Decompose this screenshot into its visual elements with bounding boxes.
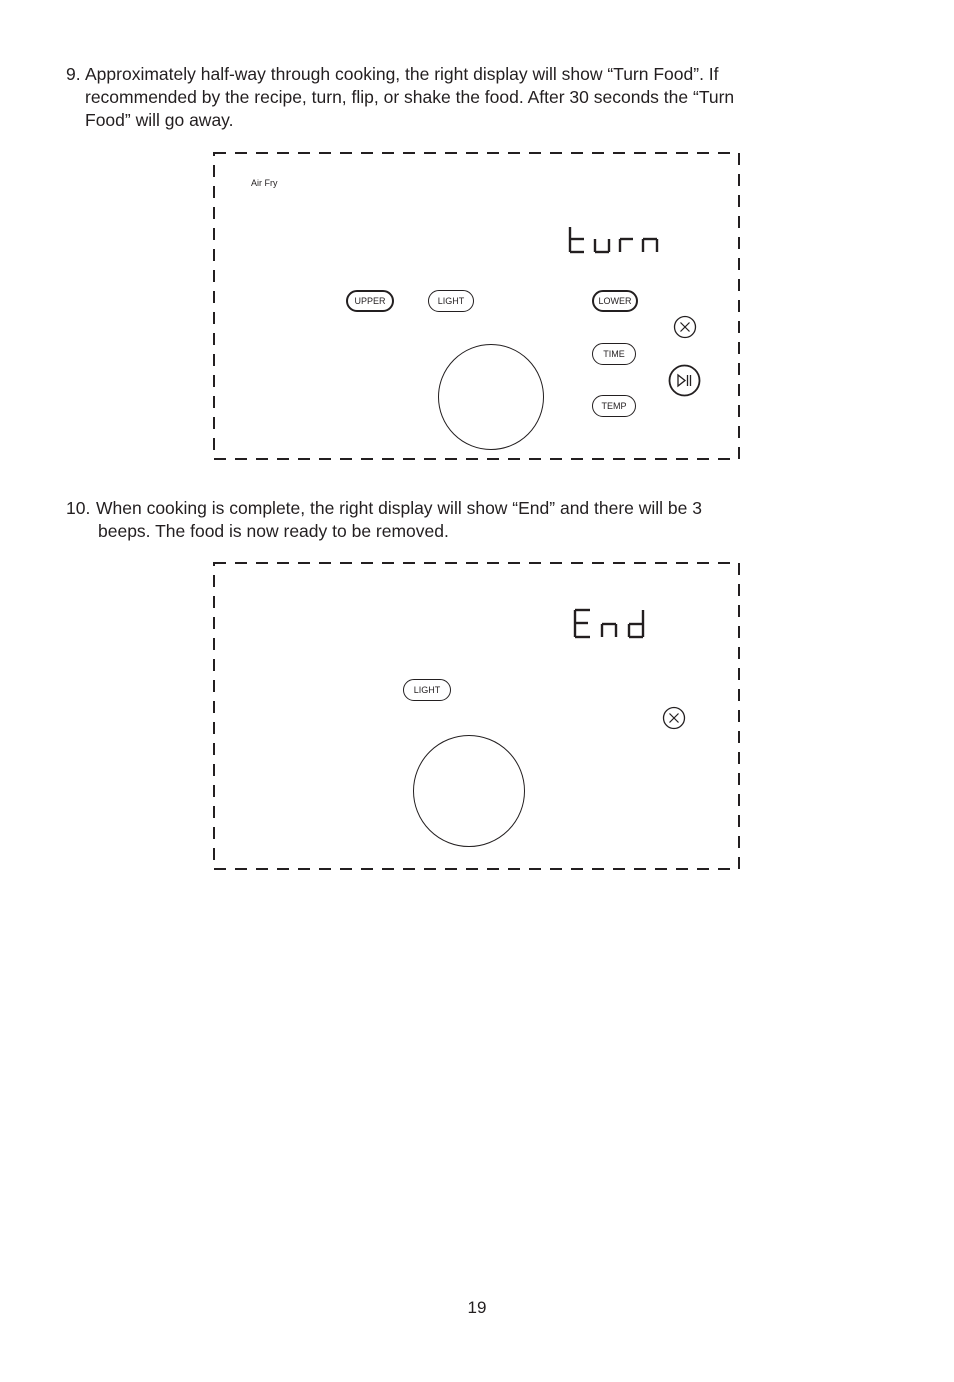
light-button[interactable]: LIGHT [403, 679, 451, 701]
step-text-line: beeps. The food is now ready to be removed. [98, 521, 449, 541]
mode-label-air-fry: Air Fry [251, 178, 278, 188]
time-button[interactable]: TIME [592, 343, 636, 365]
display-turn [568, 224, 660, 256]
step-text-line: Approximately half-way through cooking, the right display will show “Turn Food”. If [85, 64, 719, 84]
control-panel-end [213, 562, 740, 870]
light-button[interactable]: LIGHT [428, 290, 474, 312]
step-9 [66, 63, 886, 132]
step-10 [66, 497, 886, 543]
cancel-icon[interactable] [662, 706, 686, 730]
page-number: 19 [467, 1298, 487, 1317]
step-number: 9. [66, 64, 81, 84]
display-end [573, 608, 649, 640]
cancel-icon[interactable] [673, 315, 697, 339]
lower-button[interactable]: LOWER [592, 290, 638, 312]
control-panel-turn-food [213, 152, 740, 460]
control-dial[interactable] [438, 344, 544, 450]
control-dial[interactable] [413, 735, 525, 847]
step-text-line: recommended by the recipe, turn, flip, or shake the food. After 30 seconds the “Turn [85, 87, 735, 107]
upper-button[interactable]: UPPER [346, 290, 394, 312]
step-text-line: Food” will go away. [85, 110, 234, 130]
play-pause-icon[interactable] [668, 364, 701, 397]
step-number: 10. [66, 498, 91, 518]
temp-button[interactable]: TEMP [592, 395, 636, 417]
step-text-line: When cooking is complete, the right display will show “End” and there will be 3 [96, 498, 702, 518]
